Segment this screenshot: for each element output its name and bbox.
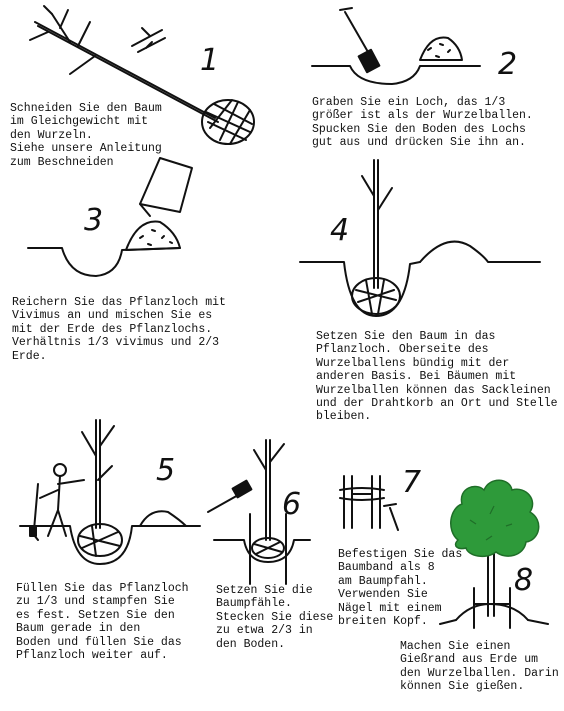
step-number-2: 2 (498, 47, 518, 82)
step-number-5: 5 (156, 453, 176, 488)
step2-spade-and-hole-drawing (312, 8, 480, 84)
step4-caption: Setzen Sie den Baum in das Pflanzloch. Oberseite des Wurzelballens bündig mit der anderen Basis. Bei Bäumen mit Wurzelballen können das Sackleinen und der Drahtkorb an Ort und Stelle bleiben. (316, 330, 558, 424)
step1-caption: Schneiden Sie den Baum im Gleichgewicht mit den Wurzeln. Siehe unsere Anleitung zum Beschneiden (10, 102, 162, 169)
step5-person-with-spade-drawing (30, 464, 84, 540)
step2-caption: Graben Sie ein Loch, das 1/3 größer ist als der Wurzelballen. Spucken Sie den Boden des Lochs gut aus und drücken Sie ihn an. (312, 96, 533, 150)
step-number-7: 7 (402, 465, 422, 500)
step5-caption: Füllen Sie das Pflanzloch zu 1/3 und stampfen Sie es fest. Setzen Sie den Baum gerade in den Boden und füllen Sie das Pflanzloch weiter auf. (16, 582, 189, 663)
step-number-3: 3 (84, 203, 104, 238)
step-number-8: 8 (514, 563, 534, 598)
step7-caption: Befestigen Sie das Baumband als 8 am Baumpfahl. Verwenden Sie Nägel mit einem breiten Kopf. (338, 548, 463, 629)
step7-stake-tie-drawing (340, 476, 398, 530)
step-number-4: 4 (330, 213, 350, 248)
step3-caption: Reichern Sie das Pflanzloch mit Vivimus an und mischen Sie es mit der Erde des Pflanzlochs. Verhältnis 1/3 vivimus und 2/3 Erde. (12, 296, 226, 363)
step8-caption: Machen Sie einen Gießrand aus Erde um den Wurzelballen. Darin können Sie gießen. (400, 640, 559, 694)
step6-caption: Setzen Sie die Baumpfähle. Stecken Sie diese zu etwa 2/3 in den Boden. (216, 584, 334, 651)
step8-tree-crown (451, 480, 539, 556)
step-number-6: 6 (282, 487, 302, 522)
step1-pruning-shears-drawing (132, 28, 165, 52)
step3-hole-with-compost-drawing (28, 222, 180, 276)
step6-hammer-drawing (208, 481, 251, 512)
step-number-1: 1 (200, 43, 220, 78)
step5-tree-with-rootball-drawing (20, 420, 200, 564)
